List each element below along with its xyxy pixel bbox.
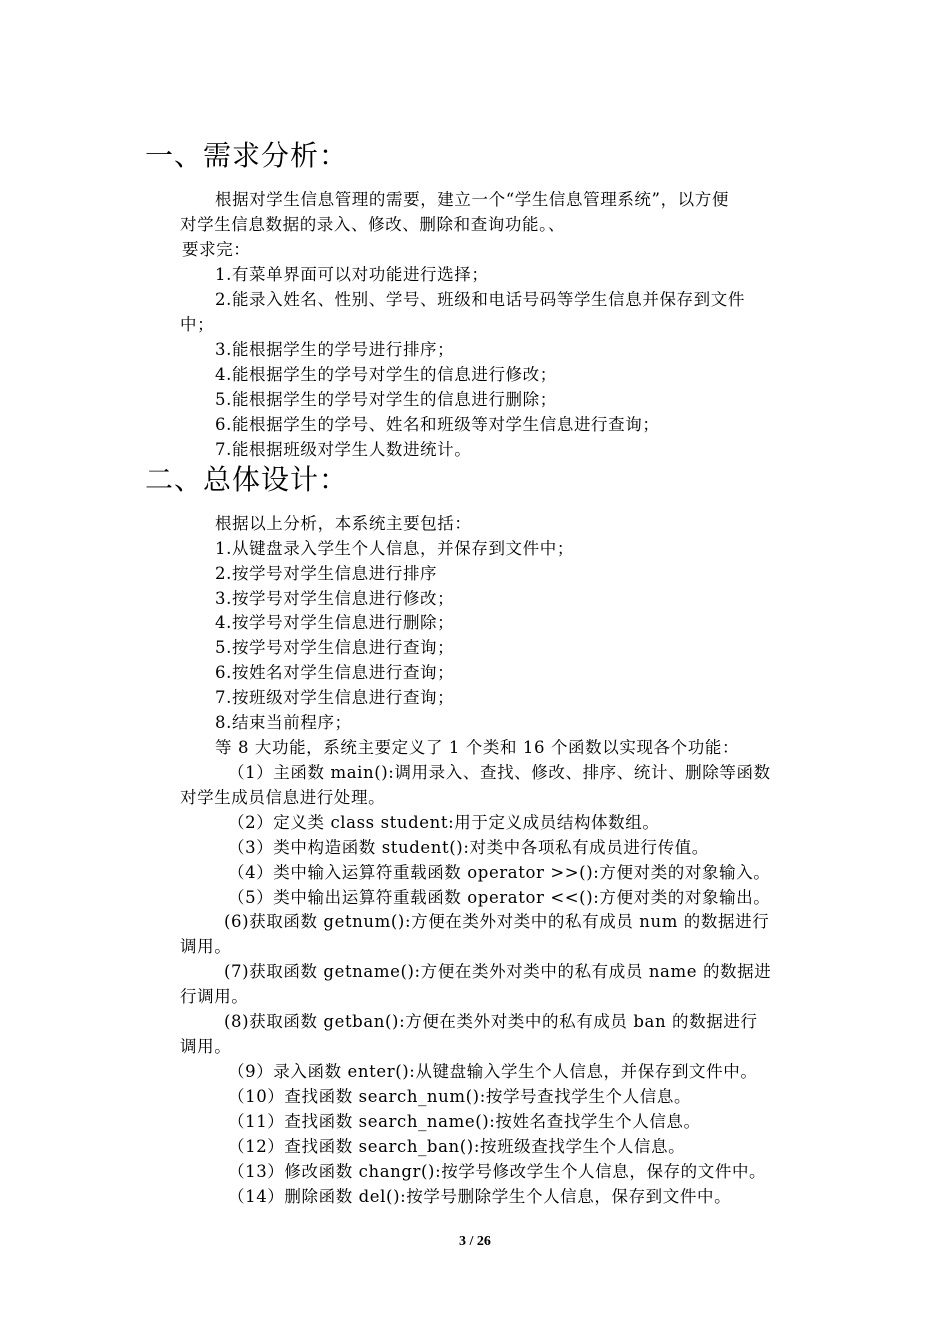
function-item: （10）查找函数 search_num():按学号查找学生个人信息。 (228, 1087, 692, 1106)
list-item-continuation: 中； (180, 315, 215, 334)
list-item: 5.能根据学生的学号对学生的信息进行删除； (215, 390, 557, 409)
function-item: （3）类中构造函数 student():对类中各项私有成员进行传值。 (228, 838, 709, 857)
paragraph-line: 根据以上分析，本系统主要包括： (215, 514, 472, 533)
function-item: （2）定义类 class student:用于定义成员结构体数组。 (228, 813, 660, 832)
paragraph-line: 对学生信息数据的录入、修改、删除和查询功能。、 (180, 215, 566, 234)
page-number: 3 / 26 (459, 1234, 491, 1249)
function-item: （4）类中输入运算符重载函数 operator >>():方便对类的对象输入。 (228, 863, 771, 882)
function-item-continuation: 对学生成员信息进行处理。 (180, 788, 386, 807)
function-item: （1）主函数 main():调用录入、查找、修改、排序、统计、删除等函数 (228, 763, 771, 782)
function-item: （14）删除函数 del():按学号删除学生个人信息，保存到文件中。 (228, 1187, 732, 1206)
paragraph-line: 根据对学生信息管理的需要，建立一个“学生信息管理系统”，以方便 (215, 190, 729, 209)
list-item: 4.按学号对学生信息进行删除； (215, 613, 455, 632)
section1-heading: 一、需求分析： (145, 139, 349, 172)
list-item: 3.按学号对学生信息进行修改； (215, 589, 455, 608)
list-item: 1.从键盘录入学生个人信息，并保存到文件中； (215, 539, 574, 558)
paragraph-line: 要求完： (182, 240, 251, 259)
function-item: （12）查找函数 search_ban():按班级查找学生个人信息。 (228, 1137, 686, 1156)
list-item: 2.能录入姓名、性别、学号、班级和电话号码等学生信息并保存到文件 (215, 290, 745, 309)
list-item: 1.有菜单界面可以对功能进行选择； (215, 265, 489, 284)
function-item: （5）类中输出运算符重载函数 operator <<():方便对类的对象输出。 (228, 888, 771, 907)
function-item: （9）录入函数 enter():从键盘输入学生个人信息，并保存到文件中。 (228, 1062, 758, 1081)
list-item: 7.能根据班级对学生人数进统计。 (215, 440, 472, 459)
function-item-continuation: 调用。 (180, 937, 232, 956)
list-item: 6.按姓名对学生信息进行查询； (215, 663, 455, 682)
list-item: 3.能根据学生的学号进行排序； (215, 340, 455, 359)
list-item: 6.能根据学生的学号、姓名和班级等对学生信息进行查询； (215, 415, 660, 434)
function-item: (7)获取函数 getname():方便在类外对类中的私有成员 name 的数据进 (224, 962, 772, 981)
function-item: (6)获取函数 getnum():方便在类外对类中的私有成员 num 的数据进行 (224, 912, 770, 931)
list-item: 2.按学号对学生信息进行排序 (215, 564, 438, 583)
function-item: （11）查找函数 search_name():按姓名查找学生个人信息。 (228, 1112, 701, 1131)
function-item-continuation: 行调用。 (180, 987, 249, 1006)
list-item: 7.按班级对学生信息进行查询； (215, 688, 455, 707)
function-item-continuation: 调用。 (180, 1037, 232, 1056)
section2-heading: 二、总体设计： (145, 463, 349, 496)
list-item: 8.结束当前程序； (215, 713, 352, 732)
function-item: （13）修改函数 changr():按学号修改学生个人信息，保存的文件中。 (228, 1162, 767, 1181)
list-item: 4.能根据学生的学号对学生的信息进行修改； (215, 365, 557, 384)
paragraph-line: 等 8 大功能，系统主要定义了 1 个类和 16 个函数以实现各个功能： (215, 738, 740, 757)
list-item: 5.按学号对学生信息进行查询； (215, 638, 455, 657)
function-item: (8)获取函数 getban():方便在类外对类中的私有成员 ban 的数据进行 (224, 1012, 758, 1031)
